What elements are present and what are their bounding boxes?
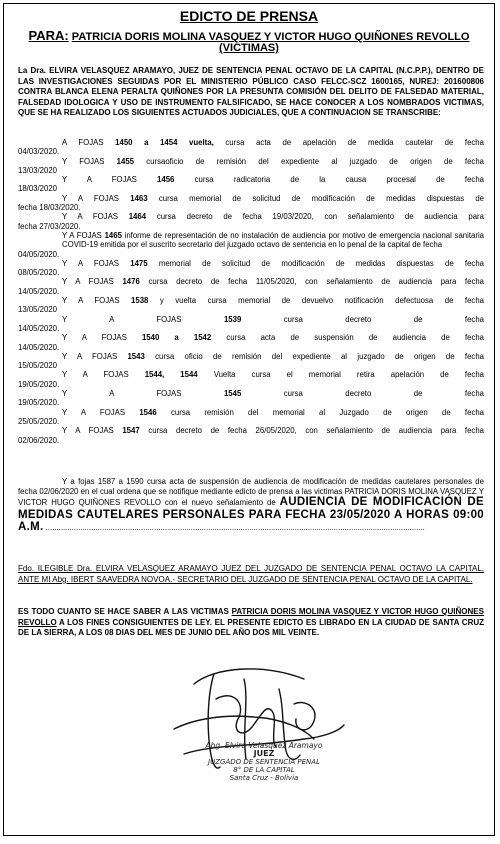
proceeding-entry	[18, 408, 484, 427]
entry-fojas: 1546	[139, 407, 157, 417]
entry-fojas: 1545	[223, 389, 242, 399]
entry-prefix: Y A FOJAS	[62, 258, 119, 268]
proceeding-entry	[18, 296, 484, 315]
entry-date: 15/05/2020 .....	[18, 361, 484, 370]
entry-fojas: 1538	[131, 296, 149, 306]
entry-fojas: 1544, 1544	[144, 370, 198, 380]
entry-description: y vuelta cursa memorial de devuelvo notificación defectuosa de fecha	[159, 296, 484, 306]
entry-prefix: Y A FOJAS	[62, 277, 114, 287]
entry-date: 19/05/2020. .....	[18, 380, 484, 389]
closing-paragraph	[18, 607, 484, 639]
stamp-location: Santa Cruz - Bolivia	[229, 774, 299, 782]
proceeding-entry	[18, 315, 484, 334]
entry-fojas: 1547	[122, 426, 140, 436]
entry-description: cursa decreto de fecha	[283, 389, 484, 399]
proceeding-entry	[18, 259, 484, 278]
hearing-notice: AUDIENCIA DE MODIFICACIÓN DE MEDIDAS CAUTELARES PERSONALES PARA FECHA 23/05/2020 A HORAS 09:00 A.M.	[18, 496, 484, 534]
entry-prefix: Y A FOJAS	[62, 426, 114, 436]
entry-prefix: Y A FOJAS	[62, 175, 137, 185]
entry-date: 25/05/2020. .....	[18, 417, 484, 426]
entry-fojas: 1456	[157, 175, 175, 185]
proceeding-entry	[18, 175, 484, 194]
closing-text-a: ES TODO CUANTO SE HACE SABER A LAS VICTIMAS	[18, 607, 229, 616]
entry-description: cursa radicatoria de la causa procesal de fecha	[194, 175, 484, 185]
entry-text	[18, 138, 484, 147]
judge-stamp	[184, 742, 344, 782]
entry-text	[18, 277, 484, 286]
entry-text	[18, 315, 484, 324]
entry-description: informe de representación de no instalación de audiencia por motivo de emergencia nacional sanitaria COVID-19 emitida por el suscrito secretario del juzgado octavo de sentencia en lo penal de la capital de fecha	[62, 230, 484, 250]
recipient-role: (VICTIMAS)	[219, 42, 279, 54]
entry-fojas: 1463	[130, 193, 148, 203]
proceeding-entry	[18, 157, 484, 176]
entry-description: cursa memorial de solicitud de modificación de medidas dispuestas de	[158, 193, 484, 203]
entry-date: 14/05/2020. .....	[18, 343, 484, 352]
entry-fojas: 1540 a 1542	[141, 333, 212, 343]
entry-date: 14/05/2020. .....	[18, 287, 484, 296]
entry-date: 13/03/2020 .....	[18, 166, 484, 175]
stamp-court-number: 8° DE LA CAPITAL	[233, 766, 295, 774]
attestation-text: Fdo. ILEGIBLE Dra. ELVIRA VELASQUEZ ARAMAYO JUEZ DEL JUZGADO DE SENTENCIA PENAL OCTAVO LA CAPITAL, ANTE MI Abg. IBERT SAAVEDRA NOVOA.- SECRETARIO DEL JUZGADO DE SENTENCIA PENAL OCTAVO DE LA CAPITAL.	[18, 564, 484, 584]
entry-fojas: 1475	[130, 258, 148, 268]
final-paragraph	[18, 477, 484, 534]
proceeding-entry	[18, 370, 484, 389]
entry-text	[18, 296, 484, 305]
entry-date: fecha 18/03/2020. .....	[18, 203, 484, 212]
entry-text	[18, 157, 484, 166]
entry-date: 08/05/2020. .....	[18, 268, 484, 277]
entry-description: cursa acta de suspensión de audiencia de fecha	[226, 333, 484, 343]
entry-description: cursa acta de apelación de medida cautelar de fecha	[225, 138, 484, 147]
entry-date: fecha 27/03/2020. .....	[18, 222, 484, 231]
proceeding-entry	[18, 277, 484, 296]
entry-date: 13/05/2020 .....	[18, 305, 484, 314]
entry-description: cursaoficio de remisión del expediente al juzgado de origen de fecha	[146, 156, 484, 166]
entry-date: 04/03/2020. .....	[18, 147, 484, 156]
entry-prefix: Y A FOJAS	[62, 333, 127, 343]
entry-prefix: Y A FOJAS	[62, 351, 118, 361]
proceedings-list	[18, 138, 484, 445]
entry-prefix: Y A FOJAS	[62, 389, 182, 399]
entry-prefix: Y A FOJAS	[62, 212, 118, 222]
recipient-line	[4, 28, 494, 43]
entry-text	[18, 389, 484, 398]
entry-description: cursa decreto de fecha 11/05/2020, con señalamiento de audiencia para fecha	[148, 277, 484, 287]
edict-page	[3, 3, 495, 836]
stamp-title: JUEZ	[253, 749, 275, 758]
entry-description: memorial de solicitud de modificación de medidas dispuestas de fecha	[158, 258, 484, 268]
entry-fojas: 1465	[104, 230, 122, 240]
proceeding-entry	[18, 389, 484, 408]
entry-prefix: Y A FOJAS	[62, 230, 102, 240]
document-title: EDICTO DE PRENSA	[179, 8, 319, 24]
entry-fojas: 1455	[116, 156, 135, 166]
proceeding-entry	[18, 231, 484, 259]
entry-fojas: 1543	[127, 351, 145, 361]
entry-prefix: Y A FOJAS	[62, 314, 182, 324]
entry-prefix: Y A FOJAS	[62, 407, 126, 417]
closing-text-c: EL PRESENTE EDICTO ES LIBRADO EN LA CIUDAD DE SANTA CRUZ DE LA SIERRA, A LOS 08 DIAS DEL MES DE JUNIO DEL AÑO DOS MIL VEINTE.	[18, 617, 485, 638]
final-text: Y a fojas 1587 a 1590 cursa acta de suspensión de audiencia de modificación de medidas cautelares personales de fecha 02/06/2020 en el cual ordena que se notifique mediante edicto de prensa a las victimas PATRICIA DORIS MOLINA VASQUEZ Y VICTOR HUGO QUIÑONES REVOLLO con el nuevo señalamiento de	[18, 477, 484, 508]
entry-text	[18, 426, 484, 435]
entry-fojas: 1476	[122, 277, 140, 287]
proceeding-entry	[18, 426, 484, 445]
entry-prefix: Y A FOJAS	[62, 296, 120, 306]
proceeding-entry	[18, 352, 484, 371]
entry-text	[18, 408, 484, 417]
entry-fojas: 1464	[128, 212, 147, 222]
entry-description: cursa decreto de fecha	[283, 314, 484, 324]
recipient-names: PATRICIA DORIS MOLINA VASQUEZ Y VICTOR HUGO QUIÑONES REVOLLO	[71, 31, 470, 43]
entry-date: 18/03/2020 .....	[18, 184, 484, 193]
entry-prefix: Y FOJAS	[62, 156, 105, 166]
entry-prefix: Y A FOJAS	[62, 193, 119, 203]
entry-date: 04/05/2020. .....	[18, 250, 484, 259]
proceeding-entry	[18, 138, 484, 157]
entry-date: 14/05/2020. .....	[18, 324, 484, 333]
entry-date: 19/05/2020. .....	[18, 398, 484, 407]
entry-description: cursa remisión del memorial al Juzgado de origen de fecha	[170, 407, 484, 417]
entry-text	[18, 352, 484, 361]
entry-description: Vuelta cursa el memorial retira apelación de fecha	[213, 370, 484, 380]
entry-text	[18, 194, 484, 203]
entry-prefix: A FOJAS	[62, 138, 104, 147]
entry-text	[18, 175, 484, 184]
entry-description: cursa oficio de remisión del expediente al juzgado de origen de fecha	[155, 351, 484, 361]
entry-fojas: 1450 a 1454 vuelta,	[115, 138, 214, 147]
entry-description: cursa decreto de fecha 19/03/2020, con señalamiento de audiencia para	[156, 212, 484, 222]
recipient-label: PARA:	[28, 28, 69, 43]
proceeding-entry	[18, 194, 484, 213]
entry-description: cursa decreto de fecha 26/05/2020, con señalamiento de audiencia para fecha	[148, 426, 484, 436]
stamp-name: Abg. Elvira Velasquez Aramayo	[205, 741, 323, 750]
entry-text	[18, 259, 484, 268]
signature-attestation	[18, 564, 484, 586]
stamp-court: JUZGADO DE SENTENCIA PENAL	[208, 758, 320, 766]
dot-leader	[43, 523, 424, 532]
entry-fojas: 1539	[223, 314, 242, 324]
entry-date: 02/06/2020. .....	[18, 436, 484, 445]
proceeding-entry	[18, 333, 484, 352]
entry-text	[18, 370, 484, 379]
entry-text	[18, 231, 484, 250]
entry-prefix: Y A FOJAS	[62, 370, 129, 380]
proceeding-entry	[18, 212, 484, 231]
entry-text	[18, 212, 484, 221]
closing-text-b: A LOS FINES CONSIGUIENTES DE LEY.	[59, 617, 212, 627]
closing-victims: PATRICIA DORIS MOLINA VASQUEZ Y VICTOR HUGO QUIÑONES REVOLLO	[18, 607, 484, 627]
entry-text	[18, 333, 484, 342]
intro-paragraph: La Dra. ELVIRA VELASQUEZ ARAMAYO, JUEZ DE SENTENCIA PENAL OCTAVO DE LA CAPITAL (N.C.P.P.), DENTRO DE LAS INVESTIGACIONES SEGUIDAS POR EL MINISTERIO PÚBLICO CASO FELCC-SCZ 1600165, NUREJ: 201600806 CONTRA BLANCA ELENA PERALTA QUIÑONES POR LA PRESUNTA COMISIÓN DEL DELITO DE FALSEDAD MATERIAL, FALSEDAD IDOLOGICA Y USO DE INSTRUMENTO FALSIFICADO, SE HACE CONOCER A LOS NOMBRADOS VICTIMAS, QUE SE HA REALIZADO LOS SIGUIENTES ACTUADOS JUDICIALES, QUE A CONTINUACION SE TRANSCRIBE:	[18, 66, 484, 118]
